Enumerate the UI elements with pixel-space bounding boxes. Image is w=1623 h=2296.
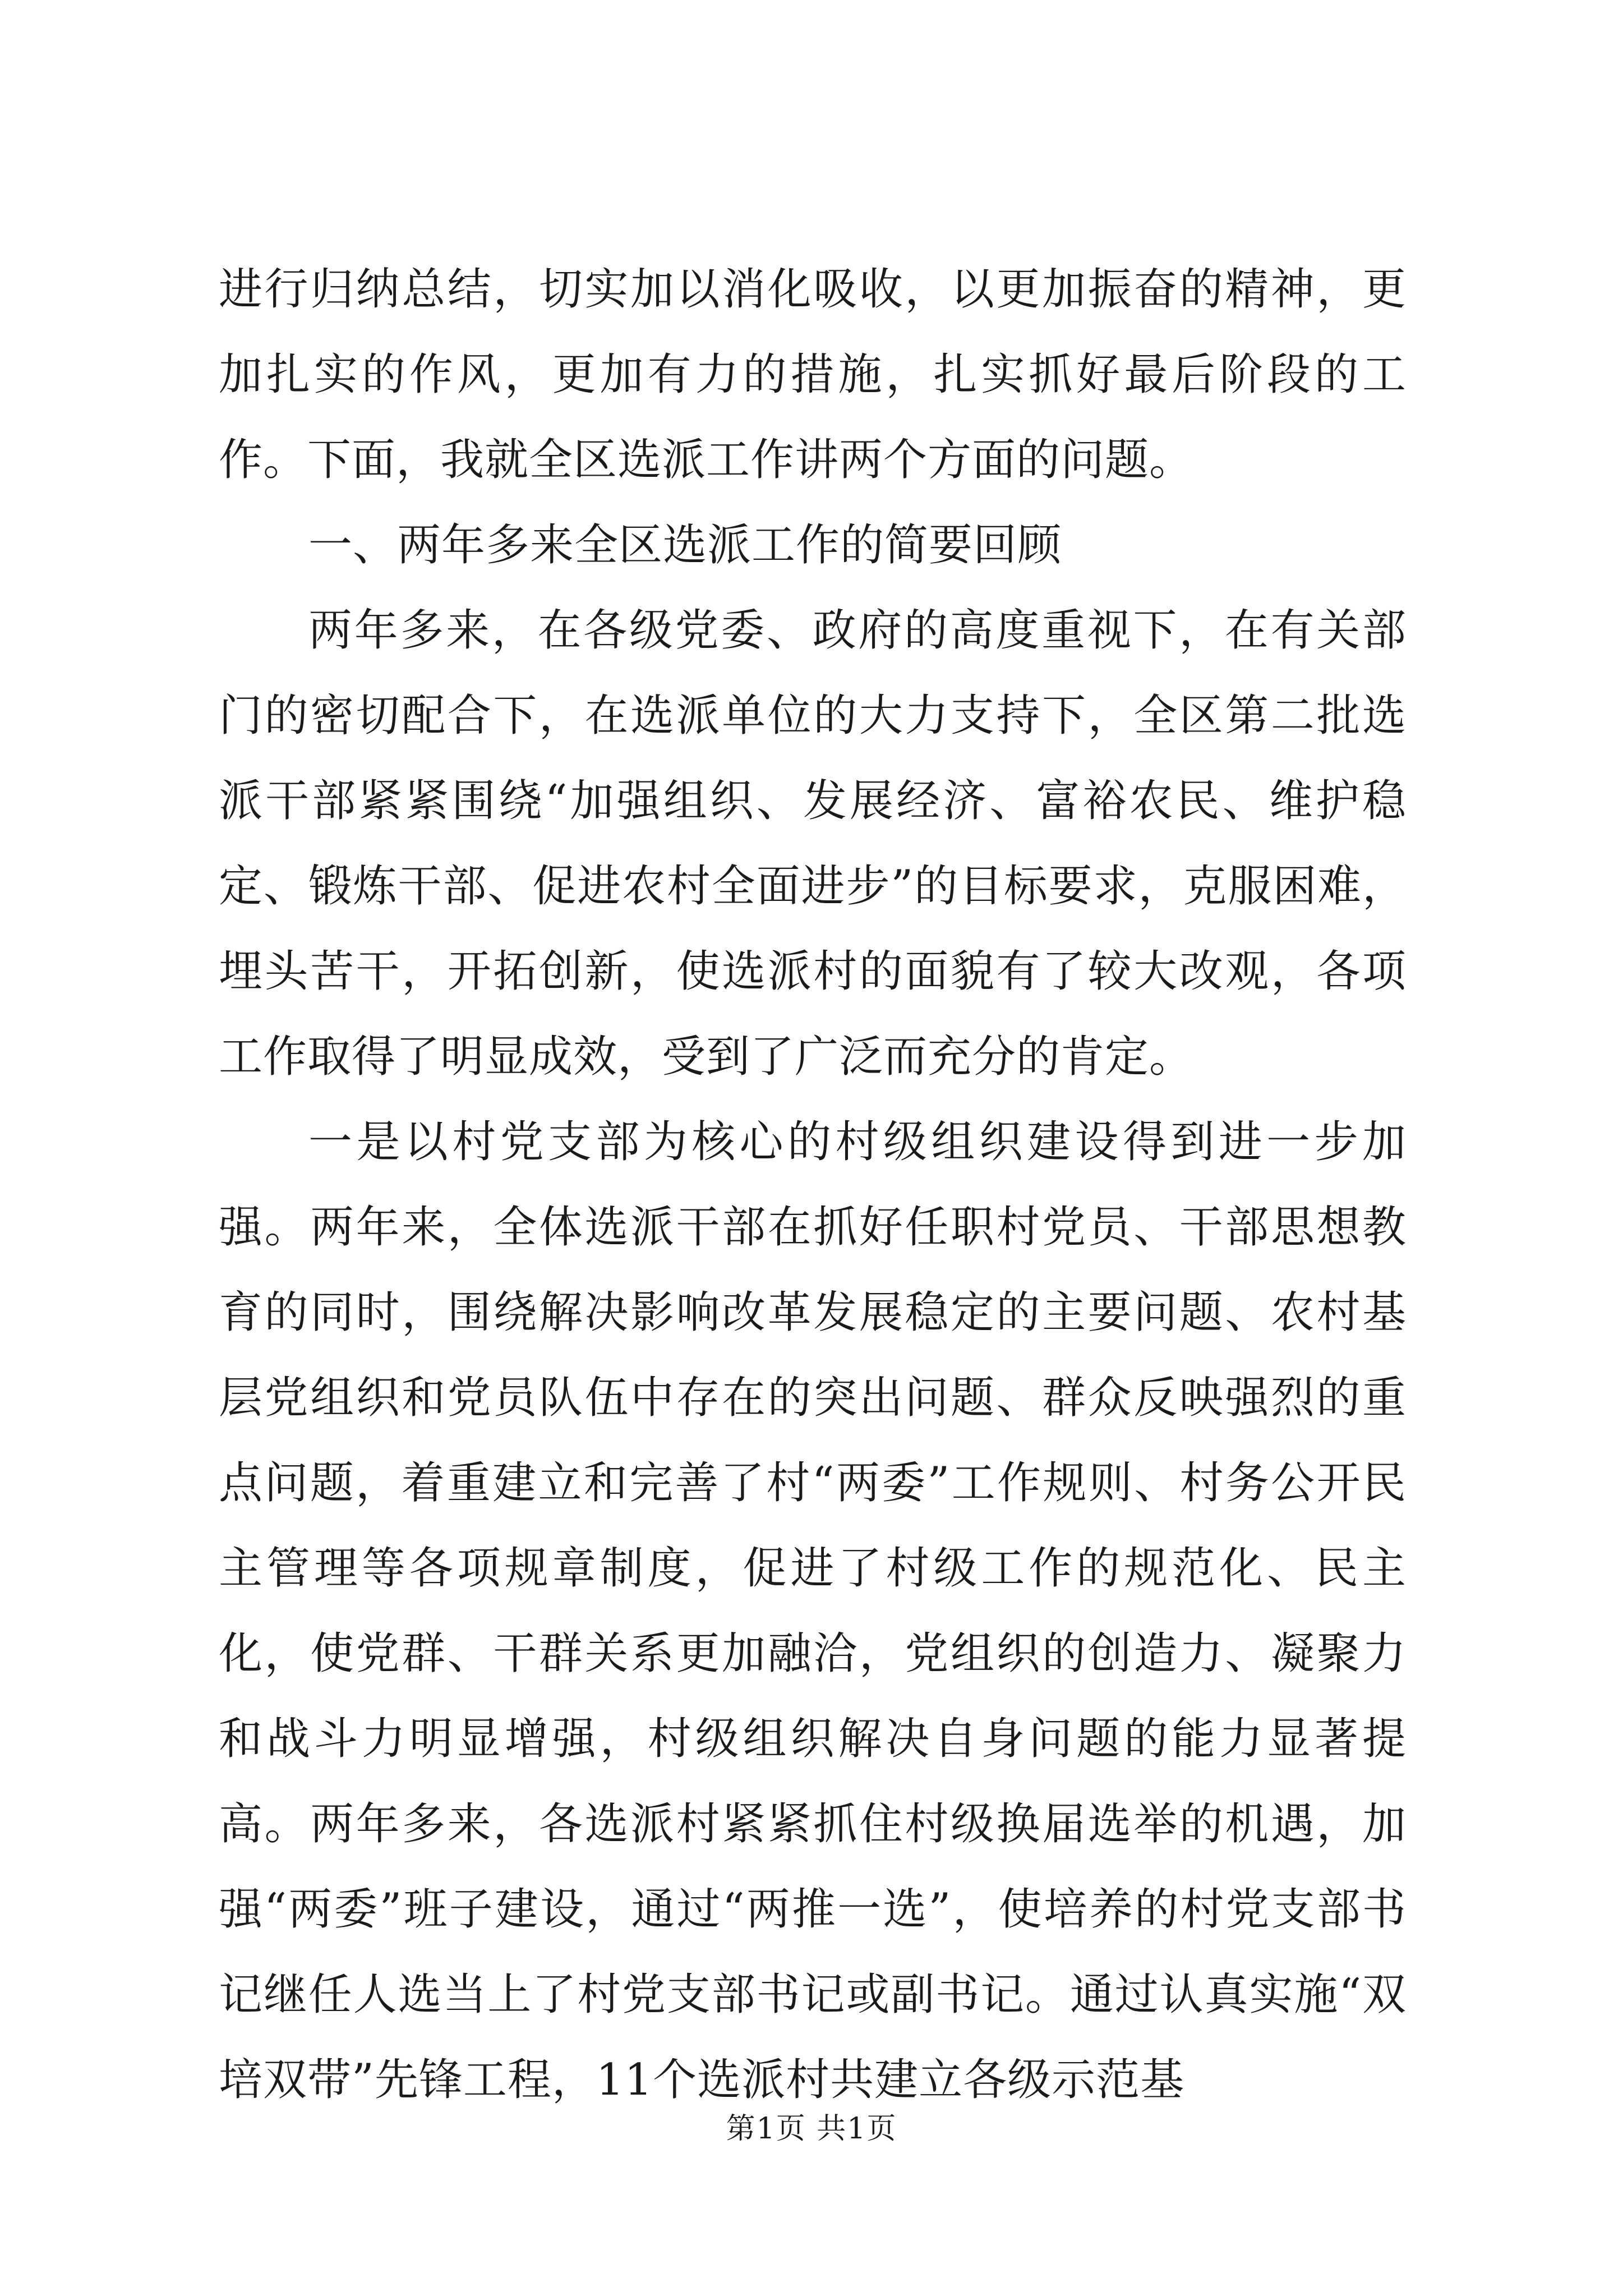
document-body [219, 247, 1407, 2123]
paragraph-organization: 一是以村党支部为核心的村级组织建设得到进一步加强。两年来，全体选派干部在抓好任职村党员、干部思想教育的同时，围绕解决影响改革发展稳定的主要问题、农村基层党组织和党员队伍中存在的突出问题、群众反映强烈的重点问题，着重建立和完善了村“两委”工作规则、村务公开民主管理等各项规章制度，促进了村级工作的规范化、民主化，使党群、干群关系更加融洽，党组织的创造力、凝聚力和战斗力明显增强，村级组织解决自身问题的能力显著提高。两年多来，各选派村紧紧抓住村级换届选举的机遇，加强“两委”班子建设，通过“两推一选”，使培养的村党支部书记继任人选当上了村党支部书记或副书记。通过认真实施“双培双带”先锋工程，11个选派村共建立各级示范基 [219, 1117, 1407, 2105]
paragraph-continuation: 进行归纳总结，切实加以消化吸收，以更加振奋的精神，更加扎实的作风，更加有力的措施，扎实抓好最后阶段的工作。下面，我就全区选派工作讲两个方面的问题。 [219, 264, 1407, 485]
section-heading: 一、两年多来全区选派工作的简要回顾 [308, 520, 1062, 570]
paragraph-review: 两年多来，在各级党委、政府的高度重视下，在有关部门的密切配合下，在选派单位的大力支持下，全区第二批选派干部紧紧围绕“加强组织、发展经济、富裕农民、维护稳定、锻炼干部、促进农村全面进步”的目标要求，克服困难，埋头苦干，开拓创新，使选派村的面貌有了较大改观，各项工作取得了明显成效，受到了广泛而充分的肯定。 [219, 605, 1407, 1082]
page-footer: 第1页 共1页 [726, 2112, 897, 2146]
